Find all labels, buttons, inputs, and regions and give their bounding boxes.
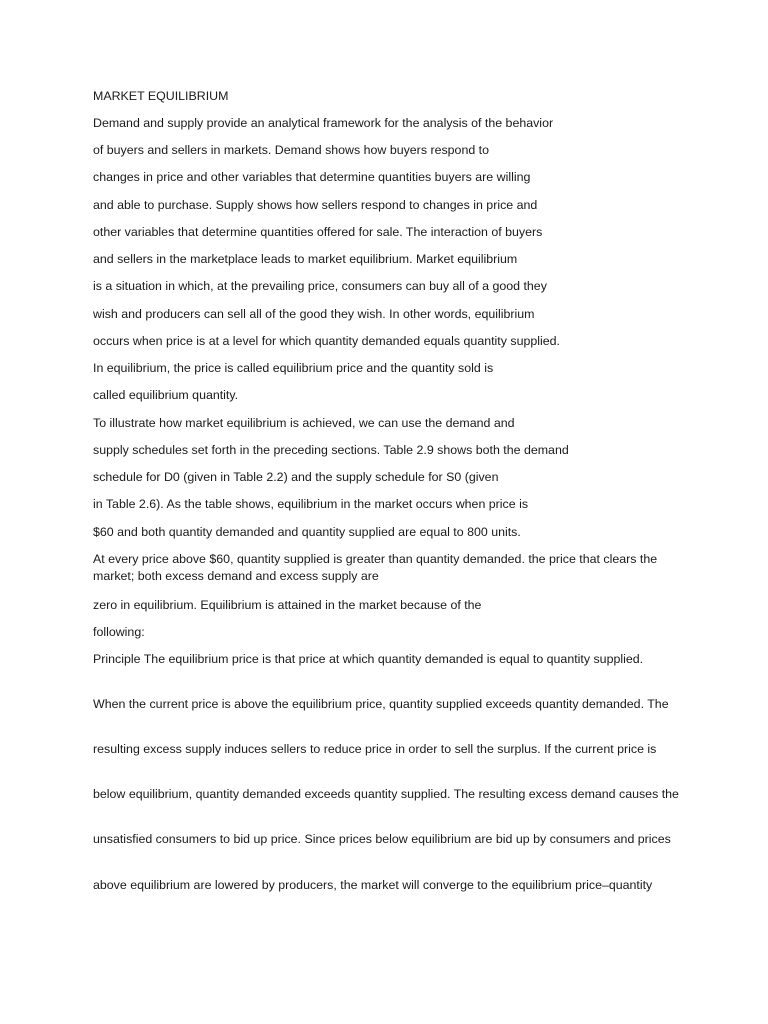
text-line: unsatisfied consumers to bid up price. Since prices below equilibrium are bid up by consumers and prices [93,832,671,846]
text-line: below equilibrium, quantity demanded exceeds quantity supplied. The resulting excess demand causes the [93,787,679,801]
text-line: $60 and both quantity demanded and quantity supplied are equal to 800 units. [93,525,521,539]
text-line: and sellers in the marketplace leads to market equilibrium. Market equilibrium [93,252,518,266]
text-line: of buyers and sellers in markets. Demand shows how buyers respond to [93,143,490,157]
text-line: called equilibrium quantity. [93,388,239,402]
text-line: occurs when price is at a level for which quantity demanded equals quantity supplied. [93,334,560,348]
text-line: supply schedules set forth in the preceding sections. Table 2.9 shows both the demand [93,443,569,457]
text-line: changes in price and other variables that determine quantities buyers are willing [93,170,531,184]
text-line: and able to purchase. Supply shows how sellers respond to changes in price and [93,198,538,212]
text-line: following: [93,625,145,639]
text-line: schedule for D0 (given in Table 2.2) and the supply schedule for S0 (given [93,470,499,484]
text-line: zero in equilibrium. Equilibrium is attained in the market because of the [93,598,482,612]
text-line: wish and producers can sell all of the good they wish. In other words, equilibrium [93,307,535,321]
text-line: resulting excess supply induces sellers to reduce price in order to sell the surplus. If the current price is [93,742,657,756]
text-line: Demand and supply provide an analytical framework for the analysis of the behavior [93,116,554,130]
document-title: MARKET EQUILIBRIUM [93,89,229,103]
text-line: Principle The equilibrium price is that price at which quantity demanded is equal to quantity supplied. [93,652,644,666]
text-line: To illustrate how market equilibrium is achieved, we can use the demand and [93,416,515,430]
text-line: in Table 2.6). As the table shows, equilibrium in the market occurs when price is [93,497,529,511]
text-line: other variables that determine quantities offered for sale. The interaction of buyers [93,225,543,239]
text-line: above equilibrium are lowered by producers, the market will converge to the equilibrium price–quantity [93,878,653,892]
text-line: At every price above $60, quantity supplied is greater than quantity demanded. the price that clears the market; both excess demand and excess supply are [93,552,658,583]
text-line: When the current price is above the equilibrium price, quantity supplied exceeds quantity demanded. The [93,697,669,711]
text-line: In equilibrium, the price is called equilibrium price and the quantity sold is [93,361,494,375]
text-line: is a situation in which, at the prevailing price, consumers can buy all of a good they [93,279,547,293]
